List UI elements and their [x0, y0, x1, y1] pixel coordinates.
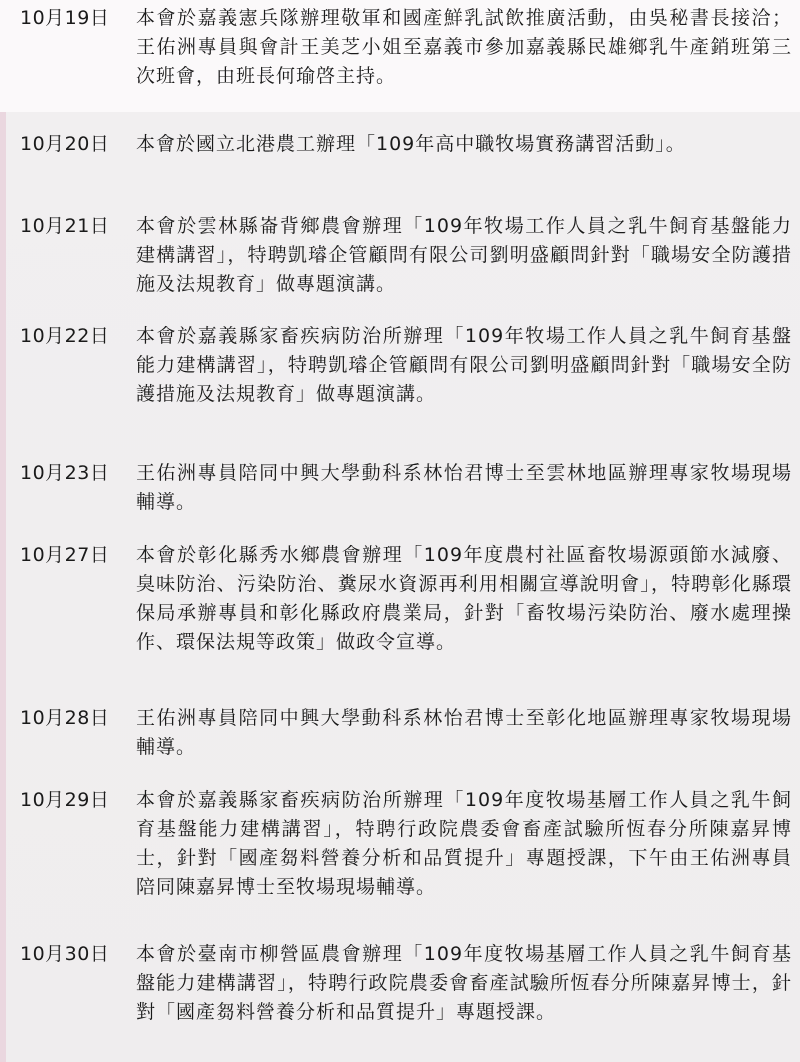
event-date: 10月19日 — [20, 7, 110, 29]
event-description: 本會於國立北港農工辦理「109年高中職牧場實務講習活動」。 — [136, 133, 686, 155]
event-entry — [20, 940, 792, 1027]
event-description: 本會於彰化縣秀水鄉農會辦理「109年度農村社區畜牧場源頭節水減廢、臭味防治、污染防治、糞尿水資源再利用相關宣導說明會」，特聘彰化縣環保局承辦專員和彰化縣政府農業局，針對「畜牧場污染防治、廢水處理操作、環保法規等政策」做政令宣導。 — [136, 544, 792, 653]
event-description: 本會於嘉義縣家畜疾病防治所辦理「109年牧場工作人員之乳牛飼育基盤能力建構講習」，特聘凱璿企管顧問有限公司劉明盛顧問針對「職場安全防護措施及法規教育」做專題演講。 — [136, 325, 792, 405]
event-entry — [20, 130, 792, 159]
event-entry — [20, 212, 792, 299]
event-description: 本會於嘉義縣家畜疾病防治所辦理「109年度牧場基層工作人員之乳牛飼育基盤能力建構講習」，特聘行政院農委會畜產試驗所恆春分所陳嘉昇博士，針對「國產芻料營養分析和品質提升」專題授課，下午由王佑洲專員陪同陳嘉昇博士至牧場現場輔導。 — [136, 789, 792, 898]
event-date: 10月23日 — [20, 462, 110, 484]
event-description: 王佑洲專員陪同中興大學動科系林怡君博士至雲林地區辦理專家牧場現場輔導。 — [136, 462, 792, 513]
event-date: 10月21日 — [20, 215, 110, 237]
event-date: 10月27日 — [20, 544, 110, 566]
event-description: 本會於雲林縣崙背鄉農會辦理「109年牧場工作人員之乳牛飼育基盤能力建構講習」，特聘凱璿企管顧問有限公司劉明盛顧問針對「職場安全防護措施及法規教育」做專題演講。 — [136, 215, 792, 295]
event-entry — [20, 459, 792, 517]
event-date: 10月22日 — [20, 325, 110, 347]
event-description: 本會於臺南市柳營區農會辦理「109年度牧場基層工作人員之乳牛飼育基盤能力建構講習」，特聘行政院農委會畜產試驗所恆春分所陳嘉昇博士，針對「國產芻料營養分析和品質提升」專題授課。 — [136, 943, 792, 1023]
event-date: 10月29日 — [20, 789, 110, 811]
event-description: 王佑洲專員陪同中興大學動科系林怡君博士至彰化地區辦理專家牧場現場輔導。 — [136, 707, 792, 758]
event-description: 本會於嘉義憲兵隊辦理敬軍和國產鮮乳試飲推廣活動，由吳秘書長接洽；王佑洲專員與會計王美芝小姐至嘉義市參加嘉義縣民雄鄉乳牛產銷班第三次班會，由班長何瑜啓主持。 — [136, 7, 792, 87]
event-entry — [20, 786, 792, 902]
event-entry — [20, 4, 792, 91]
page-edge — [0, 112, 6, 1062]
event-entry — [20, 704, 792, 762]
event-date: 10月20日 — [20, 133, 110, 155]
event-entry — [20, 541, 792, 657]
event-date: 10月28日 — [20, 707, 110, 729]
event-entry — [20, 322, 792, 409]
event-date: 10月30日 — [20, 943, 110, 965]
